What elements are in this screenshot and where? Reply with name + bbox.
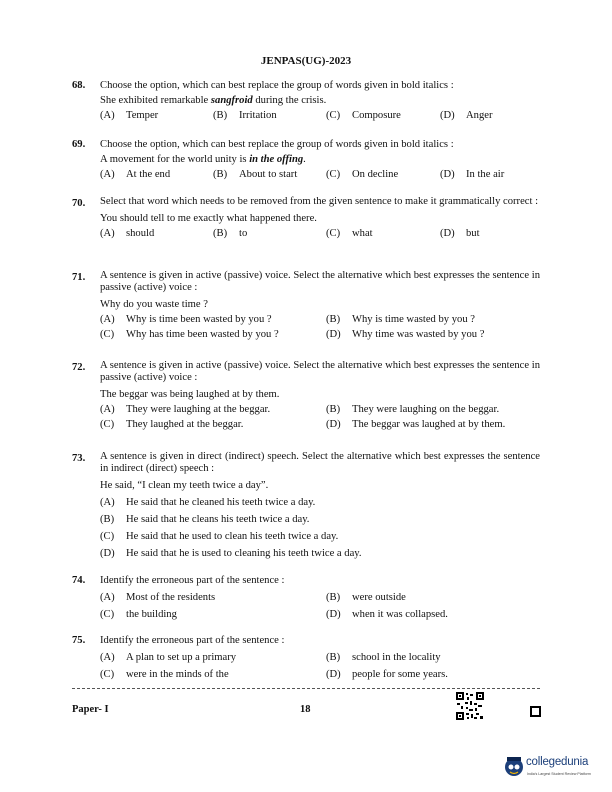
options-row: [100, 167, 540, 182]
options-row: [100, 327, 540, 342]
question-74: [72, 573, 540, 622]
option-b: (B) They were laughing on the beggar.: [326, 404, 500, 415]
question-sentence: A movement for the world unity is in the offing.: [100, 154, 306, 165]
option-a: (A) A plan to set up a primary: [100, 652, 237, 663]
option-d: (D) Anger: [440, 110, 493, 121]
option-b: (B) Irritation: [213, 110, 277, 121]
option-b: (B) He said that he cleans his teeth twice a day.: [100, 514, 310, 525]
option-c: (C) what: [326, 228, 373, 239]
options-row: [100, 607, 540, 622]
question-75: [72, 633, 540, 682]
question-71: [72, 270, 540, 342]
logo-wordmark: collegedunia: [526, 756, 589, 768]
question-70: [72, 196, 540, 241]
square-marker-icon: [530, 706, 541, 717]
option-d: (D) The beggar was laughed at by them.: [326, 419, 506, 430]
question-stem: Identify the erroneous part of the sentence :: [100, 575, 285, 586]
options-row: [100, 226, 540, 241]
question-number: 75.: [72, 635, 86, 646]
question-number: 69.: [72, 139, 86, 150]
option-c: (C) the building: [100, 609, 177, 620]
options-row: [100, 108, 540, 123]
option-c: (C) They laughed at the beggar.: [100, 419, 244, 430]
question-72: [72, 360, 540, 432]
option-c: (C) Why has time been wasted by you ?: [100, 329, 279, 340]
option-d: (D) people for some years.: [326, 669, 448, 680]
option-a: (A) Most of the residents: [100, 592, 216, 603]
options-row: [100, 650, 540, 665]
option-b: (B) school in the locality: [326, 652, 441, 663]
question-stem: A sentence is given in active (passive) voice. Select the alternative which best expresses the sentence in passive (active) voice :: [100, 270, 540, 293]
logo-tagline: India's Largest Student Review Platform: [527, 772, 591, 776]
question-sentence: The beggar was being laughed at by them.: [100, 389, 280, 400]
option-a: (A) He said that he cleaned his teeth twice a day.: [100, 497, 316, 508]
page-header: JENPAS(UG)-2023: [260, 55, 352, 67]
option-d: (D) when it was collapsed.: [326, 609, 448, 620]
options-row: [100, 312, 540, 327]
option-b: (B) were outside: [326, 592, 406, 603]
options-row: [100, 402, 540, 417]
question-stem: A sentence is given in active (passive) voice. Select the alternative which best expresses the sentence in passive (active) voice :: [100, 360, 540, 383]
options-row: [100, 590, 540, 605]
option-b: (B) to: [213, 228, 248, 239]
option-d: (D) but: [440, 228, 480, 239]
option-c: (C) Composure: [326, 110, 401, 121]
question-stem: Choose the option, which can best replace the group of words given in bold italics :: [100, 139, 454, 150]
options-row: [100, 417, 540, 432]
qr-code-icon: [456, 692, 484, 720]
question-sentence: She exhibited remarkable sangfroid during the crisis.: [100, 95, 327, 106]
footer-divider: [72, 688, 540, 689]
question-69: [72, 137, 540, 182]
question-stem: Choose the option, which can best replace the group of words given in bold italics :: [100, 80, 454, 91]
bold-italic-phrase: in the offing: [249, 154, 304, 165]
option-b: (B) About to start: [213, 169, 298, 180]
option-a: (A) should: [100, 228, 155, 239]
question-number: 68.: [72, 80, 86, 91]
option-a: (A) Why is time been wasted by you ?: [100, 314, 272, 325]
question-stem: Identify the erroneous part of the sentence :: [100, 635, 285, 646]
question-sentence: Why do you waste time ?: [100, 299, 208, 310]
option-a: (A) At the end: [100, 169, 171, 180]
question-sentence: He said, “I clean my teeth twice a day”.: [100, 480, 269, 491]
question-stem: A sentence is given in direct (indirect) speech. Select the alternative which best expresses the sentence in indirect (direct) speech :: [100, 451, 540, 474]
option-a: (A) Temper: [100, 110, 159, 121]
question-number: 71.: [72, 272, 86, 283]
option-b: (B) Why is time wasted by you ?: [326, 314, 475, 325]
question-number: 70.: [72, 198, 86, 209]
option-a: (A) They were laughing at the beggar.: [100, 404, 271, 415]
question-number: 74.: [72, 575, 86, 586]
question-68: [72, 78, 540, 123]
question-sentence: You should tell to me exactly what happened there.: [100, 213, 317, 224]
question-number: 73.: [72, 453, 86, 464]
paper-label: Paper- I: [72, 704, 109, 715]
option-c: (C) On decline: [326, 169, 399, 180]
bold-italic-phrase: sangfroid: [210, 95, 253, 106]
option-d: (D) Why time was wasted by you ?: [326, 329, 485, 340]
question-stem: Select that word which needs to be removed from the given sentence to make it grammatically correct :: [100, 196, 539, 207]
question-number: 72.: [72, 362, 86, 373]
question-73: [72, 451, 540, 561]
page-number: 18: [300, 704, 311, 715]
option-d: (D) He said that he is used to cleaning his teeth twice a day.: [100, 548, 362, 559]
option-d: (D) In the air: [440, 169, 505, 180]
option-c: (C) He said that he used to clean his teeth twice a day.: [100, 531, 339, 542]
option-c: (C) were in the minds of the: [100, 669, 229, 680]
options-row: [100, 667, 540, 682]
